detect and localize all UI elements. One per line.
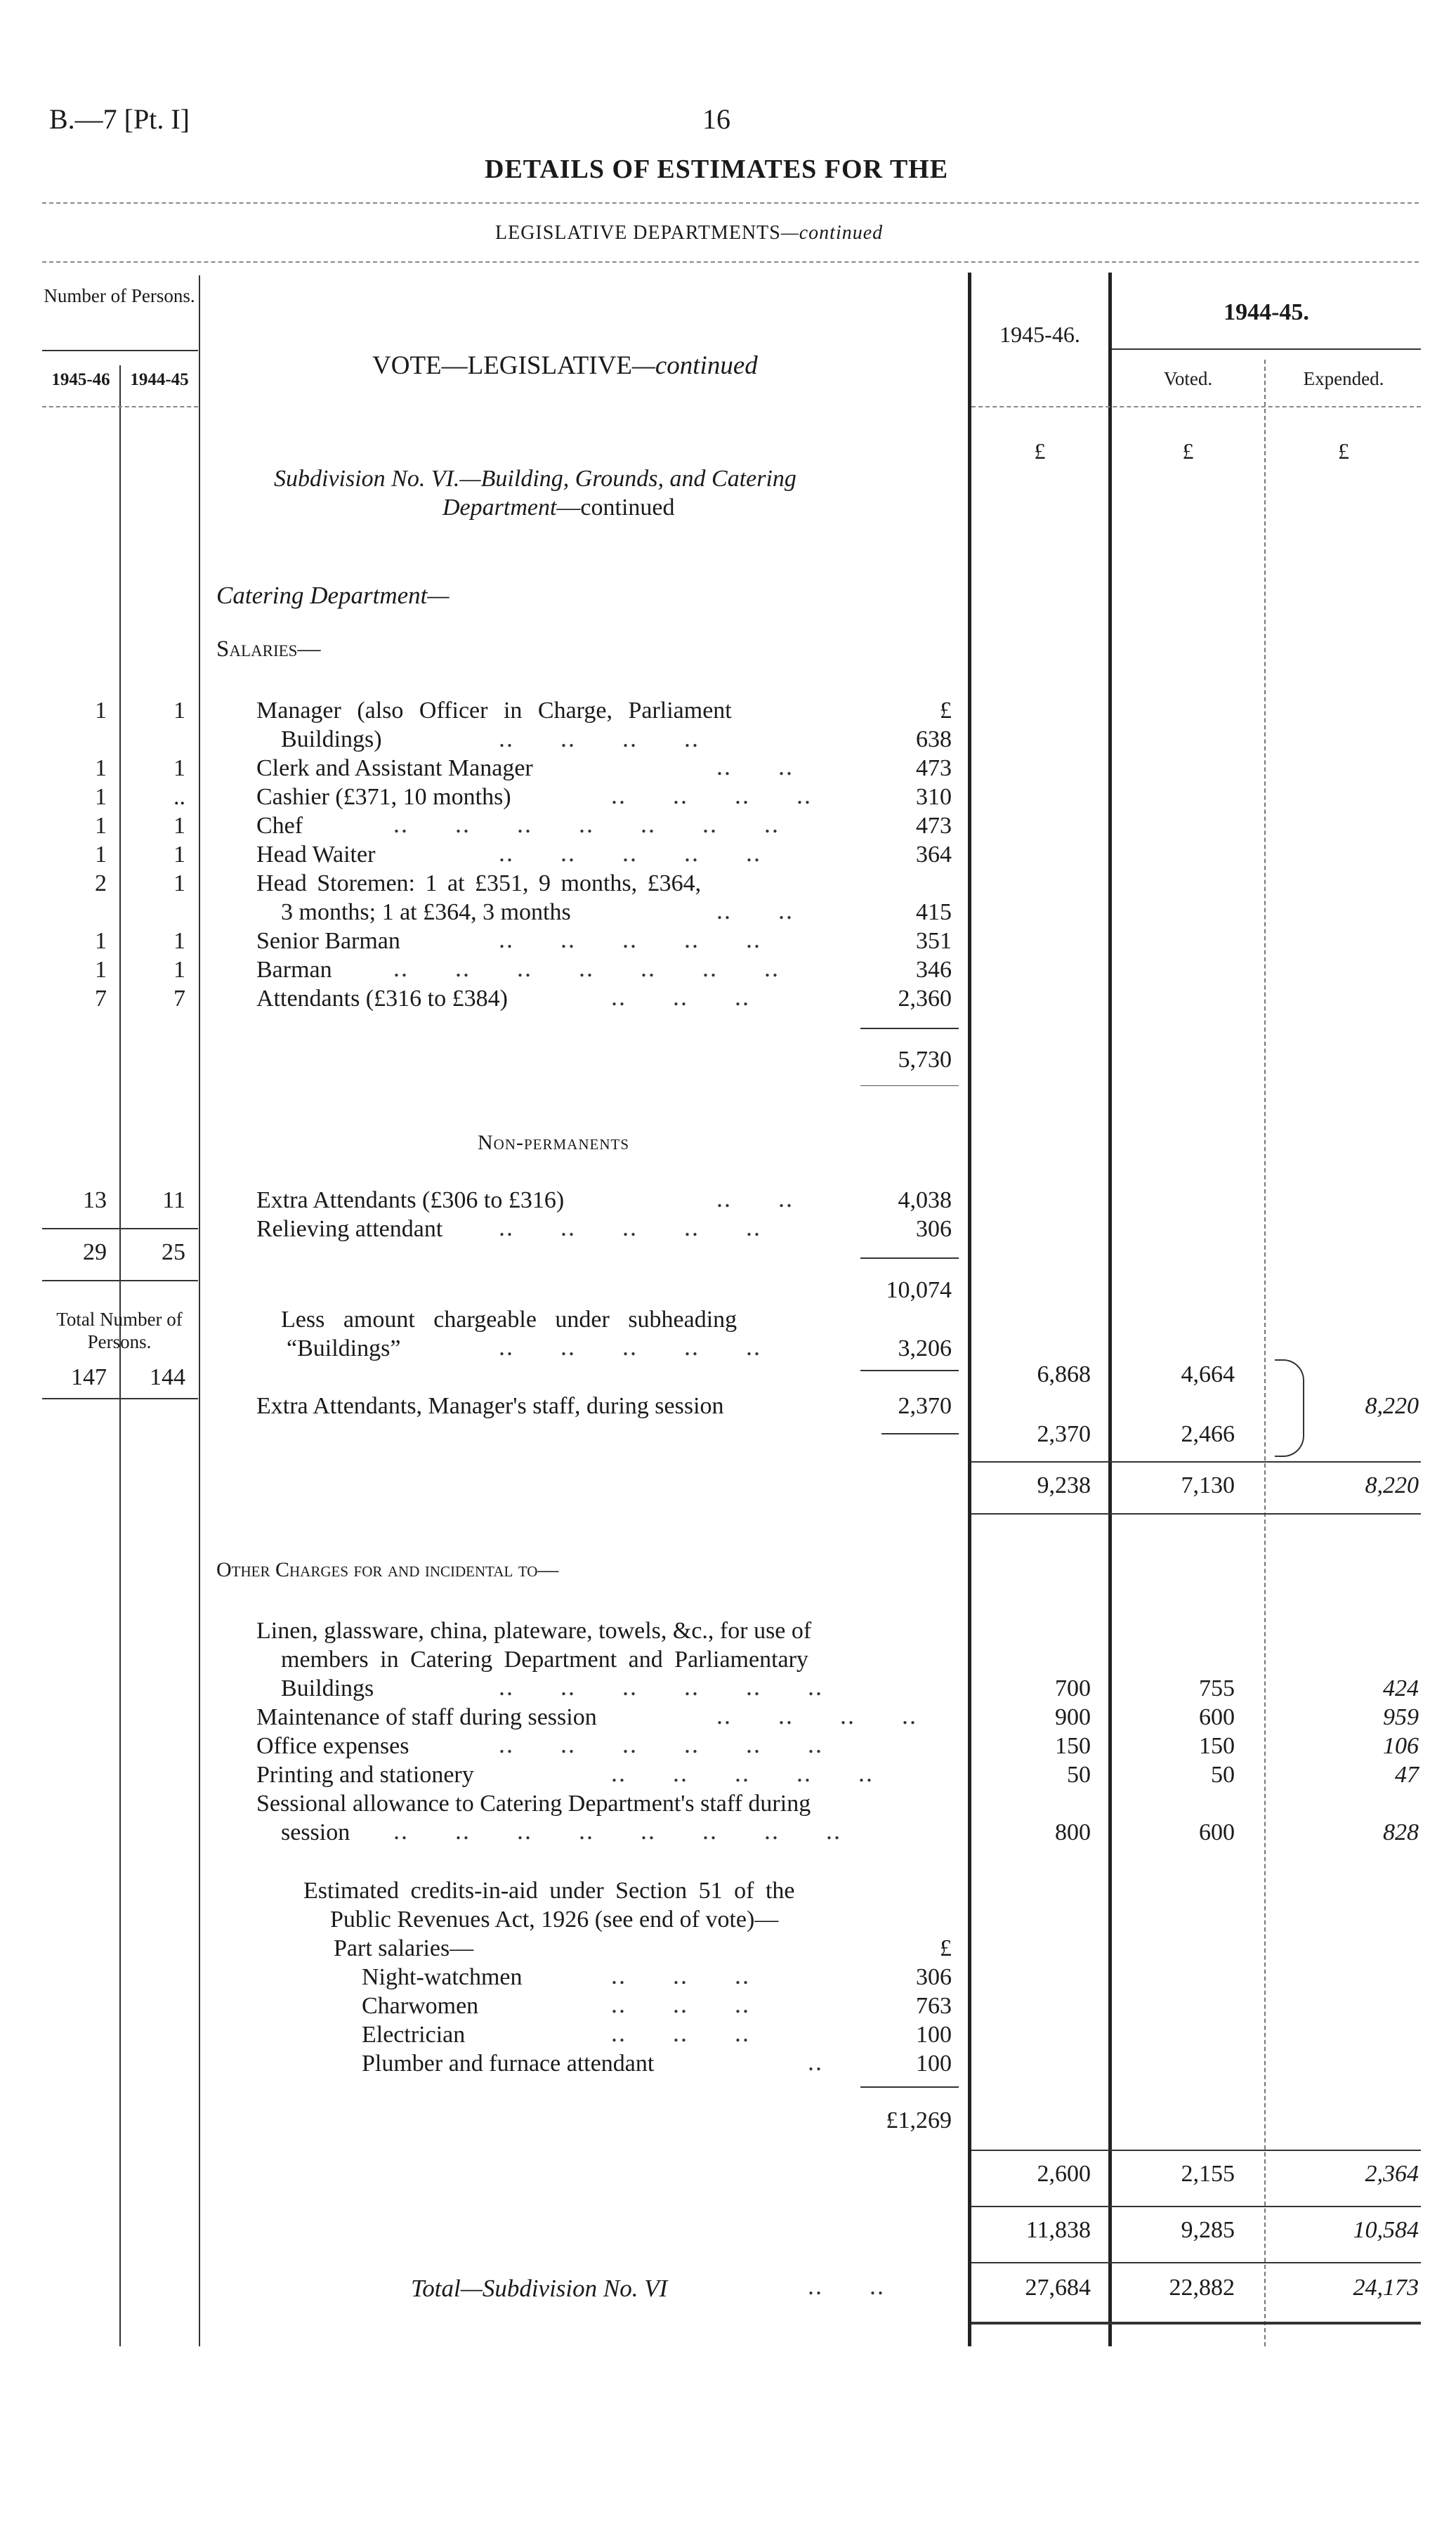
grand-subtotal-voted: 9,285: [1181, 2217, 1235, 2243]
salary-count-1945-46: 2: [95, 870, 107, 896]
leader-dots: .. .. .. .. .. .. ..: [393, 954, 780, 982]
credit-item-amount: 100: [916, 2022, 952, 2048]
extra-attendants-1945-46: 2,370: [1037, 1421, 1091, 1447]
other-charge-expended: 828: [1383, 1819, 1419, 1845]
salary-amount: 364: [916, 842, 952, 868]
persons-subtotal-1944-45: 25: [162, 1239, 185, 1265]
pound-sign-4546: £: [1034, 438, 1046, 464]
salary-description: Cashier (£371, 10 months): [256, 784, 511, 810]
bracket: [1275, 1359, 1304, 1457]
leader-dots: .. ..: [808, 2272, 885, 2300]
salary-count-1944-45: 1: [173, 957, 185, 983]
amount-col-left-border: [968, 273, 971, 2346]
persons-subtotal-1945-46: 29: [83, 1239, 107, 1265]
total-persons-rule: [42, 1398, 198, 1399]
less-amount-rule: [860, 1370, 959, 1371]
salary-count-1945-46: 1: [95, 698, 107, 724]
total-salaries-expended: 8,220: [1365, 1472, 1419, 1498]
other-charge-description: Printing and stationery: [256, 1762, 474, 1788]
leader-dots: .. .. ..: [611, 1961, 750, 1989]
salary-description: Chef: [256, 813, 303, 839]
net-salaries-voted: 4,664: [1181, 1361, 1235, 1387]
salaries-pound-sign: £: [940, 698, 952, 724]
salary-count-1945-46: 1: [95, 755, 107, 781]
credit-item-amount: 100: [916, 2051, 952, 2077]
credits-line1: Estimated credits-in-aid under Section 51 of the: [303, 1878, 795, 1904]
other-charge-1945-46: 900: [1055, 1704, 1091, 1730]
other-charge-1945-46: 50: [1067, 1762, 1091, 1788]
salary-description-cont: 3 months; 1 at £364, 3 months: [281, 899, 571, 925]
other-charge-expended: 47: [1395, 1762, 1419, 1788]
other-charge-voted: 755: [1199, 1675, 1235, 1701]
nonperm-amount: 4,038: [898, 1187, 952, 1213]
leader-dots: .. .. ..: [611, 1990, 750, 2018]
leader-dots: .. .. .. ..: [716, 1701, 917, 1730]
total-salaries-voted: 7,130: [1181, 1472, 1235, 1498]
total-subdivision-label: Total—Subdivision No. VI: [411, 2275, 668, 2302]
persons-right-border: [199, 275, 200, 2346]
year-1944-45-header: 1944-45.: [1224, 299, 1309, 325]
salaries-heading: Salaries—: [216, 636, 321, 662]
persons-subtotal-rule-top: [42, 1228, 198, 1229]
salary-description: Head Storemen: 1 at £351, 9 months, £364,: [256, 870, 702, 896]
leader-dots: .. .. .. .. ..: [499, 1213, 761, 1241]
salary-description: Manager (also Officer in Charge, Parliament: [256, 698, 732, 724]
header-bottom-rule: [971, 406, 1421, 407]
nonperm-total-rule: [860, 1257, 959, 1259]
other-charge-description-cont: Buildings: [281, 1675, 374, 1701]
subdivision-heading-line1: Subdivision No. VI.—Building, Grounds, and Catering: [274, 466, 796, 492]
other-charge-description: Office expenses: [256, 1733, 409, 1759]
persons-header-rule: [42, 350, 198, 351]
total-salaries-1945-46: 9,238: [1037, 1472, 1091, 1498]
persons-header-bottom-rule: [42, 406, 198, 407]
other-total-rule: [971, 2150, 1421, 2151]
salary-count-1945-46: 1: [95, 842, 107, 868]
salary-amount: 2,360: [898, 986, 952, 1012]
other-charge-description: Maintenance of staff during session: [256, 1704, 597, 1730]
salary-count-1944-45: 1: [173, 928, 185, 954]
grand-subtotal-1945-46: 11,838: [1025, 2217, 1091, 2243]
grand-subtotal-expended: 10,584: [1353, 2217, 1419, 2243]
total-persons-1944-45: 144: [150, 1364, 185, 1390]
col-1945-46: 1945-46: [51, 370, 110, 389]
salaries-total-rule: [860, 1028, 959, 1029]
other-total-voted: 2,155: [1181, 2161, 1235, 2187]
leader-dots: .. ..: [716, 896, 794, 924]
final-rule: [971, 2322, 1421, 2325]
less-amount-line1: Less amount chargeable under subheading: [281, 1307, 737, 1333]
salary-count-1944-45: 7: [173, 986, 185, 1012]
salaries-grand-rule-bottom: [971, 1513, 1421, 1515]
vote-heading: VOTE—LEGISLATIVE—continued: [372, 351, 758, 380]
catering-department-heading: Catering Department—: [216, 582, 450, 609]
other-charge-voted: 150: [1199, 1733, 1235, 1759]
salary-count-1945-46: 1: [95, 813, 107, 839]
other-charge-voted: 600: [1199, 1704, 1235, 1730]
credit-item-description: Charwomen: [362, 1993, 479, 2019]
salary-count-1945-46: 1: [95, 928, 107, 954]
leader-dots: ..: [808, 2048, 823, 2076]
salary-count-1944-45: 1: [173, 755, 185, 781]
less-amount: 3,206: [898, 1335, 952, 1361]
credit-item-description: Plumber and furnace attendant: [362, 2051, 655, 2077]
persons-subtotal-rule-bottom: [42, 1280, 198, 1281]
total-subdivision-voted: 22,882: [1169, 2275, 1235, 2301]
credits-line2: Public Revenues Act, 1926 (see end of vote)—: [330, 1907, 779, 1933]
credit-item-description: Night-watchmen: [362, 1964, 523, 1990]
other-charge-expended: 424: [1383, 1675, 1419, 1701]
salary-count-1944-45: 1: [173, 870, 185, 896]
nonperm-description: Relieving attendant: [256, 1216, 443, 1242]
persons-divider: [119, 365, 121, 2346]
salary-amount: 638: [916, 726, 952, 752]
other-charge-voted: 600: [1199, 1819, 1235, 1845]
leader-dots: .. .. .. .. ..: [611, 1759, 874, 1787]
other-charge-description-cont: session: [281, 1819, 350, 1845]
salary-description-cont: Buildings): [281, 726, 382, 752]
pound-sign-voted: £: [1182, 438, 1194, 464]
salary-amount: 473: [916, 813, 952, 839]
page-reference: B.—7 [Pt. I]: [49, 103, 190, 135]
other-charge-description-cont: members in Catering Department and Parliamentary: [281, 1647, 808, 1673]
nonperm-description: Extra Attendants (£306 to £316): [256, 1187, 565, 1213]
other-total-expended: 2,364: [1365, 2161, 1419, 2187]
total-persons-1945-46: 147: [71, 1364, 107, 1390]
salary-description: Barman: [256, 957, 332, 983]
leader-dots: .. .. .. .. .. ..: [499, 1673, 823, 1701]
salary-amount: 473: [916, 755, 952, 781]
leader-dots: .. .. .. ..: [499, 724, 700, 752]
credit-item-amount: 306: [916, 1964, 952, 1990]
voted-header: Voted.: [1163, 368, 1213, 389]
leader-dots: .. .. ..: [611, 2019, 750, 2047]
credits-part-salaries: Part salaries—: [334, 1935, 474, 1961]
total-number-label: Total Number of Persons.: [56, 1309, 183, 1353]
credit-item-description: Electrician: [362, 2022, 466, 2048]
salaries-grand-rule: [971, 1461, 1421, 1463]
extra-attendants-voted: 2,466: [1181, 1421, 1235, 1447]
title-rule: [42, 202, 1419, 204]
col-1944-45: 1944-45: [130, 370, 189, 389]
leader-dots: .. .. ..: [611, 983, 750, 1011]
other-charge-1945-46: 800: [1055, 1819, 1091, 1845]
page-number: 16: [702, 103, 730, 135]
other-charge-expended: 959: [1383, 1704, 1419, 1730]
total-subdivision-rule: [971, 2262, 1421, 2263]
grand-subtotal-rule: [971, 2206, 1421, 2207]
leader-dots: .. .. .. .. ..: [499, 839, 761, 867]
salary-description: Head Waiter: [256, 842, 376, 868]
salaries-subtotal-rule: [860, 1085, 959, 1086]
credits-total: £1,269: [886, 2107, 952, 2133]
bracket-expended-total: 8,220: [1365, 1393, 1419, 1419]
nonperm-count-1944-45: 11: [162, 1187, 185, 1213]
subdivision-heading-line2: Department—continued: [442, 495, 675, 521]
other-total-1945-46: 2,600: [1037, 2161, 1091, 2187]
nonperm-count-1945-46: 13: [83, 1187, 107, 1213]
leader-dots: .. ..: [716, 1184, 794, 1212]
salary-description: Senior Barman: [256, 928, 400, 954]
year-header-rule: [1112, 348, 1421, 350]
leader-dots: .. .. .. .. ..: [499, 925, 761, 953]
subtotal-10074: 10,074: [886, 1277, 952, 1303]
salary-count-1944-45: 1: [173, 698, 185, 724]
salary-amount: 415: [916, 899, 952, 925]
salary-description: Clerk and Assistant Manager: [256, 755, 533, 781]
salary-count-1944-45: 1: [173, 842, 185, 868]
credit-item-amount: 763: [916, 1993, 952, 2019]
salary-amount: 346: [916, 957, 952, 983]
page-title: DETAILS OF ESTIMATES FOR THE: [485, 155, 949, 184]
non-permanents-heading: Non-permanents: [478, 1131, 630, 1154]
salary-count-1944-45: ..: [173, 784, 185, 810]
other-charges-heading: Other Charges for and incidental to—: [216, 1558, 559, 1581]
extra-attendants-description: Extra Attendants, Manager's staff, during session: [256, 1393, 724, 1419]
credits-total-rule: [860, 2086, 959, 2088]
leader-dots: .. .. .. .. .. ..: [499, 1730, 823, 1758]
other-charge-description: Sessional allowance to Catering Department's staff during: [256, 1791, 811, 1817]
less-amount-line2: “Buildings”: [287, 1335, 401, 1361]
other-charge-expended: 106: [1383, 1733, 1419, 1759]
leader-dots: .. ..: [716, 752, 794, 780]
salary-count-1945-46: 1: [95, 957, 107, 983]
salary-amount: 310: [916, 784, 952, 810]
total-subdivision-expended: 24,173: [1353, 2275, 1419, 2301]
other-charge-description: Linen, glassware, china, plateware, towels, &c., for use of: [256, 1618, 812, 1644]
credits-pound-sign: £: [940, 1935, 952, 1961]
leader-dots: .. .. .. .. .. .. .. ..: [393, 1817, 841, 1845]
extra-attendants-rule: [881, 1433, 959, 1434]
page-subtitle: LEGISLATIVE DEPARTMENTS—continued: [495, 222, 884, 244]
number-of-persons-header: Number of Persons.: [44, 285, 195, 306]
amount-col-divider-1: [1108, 273, 1112, 2346]
salary-description: Attendants (£316 to £384): [256, 986, 508, 1012]
salary-count-1945-46: 7: [95, 986, 107, 1012]
other-charge-1945-46: 700: [1055, 1675, 1091, 1701]
salary-count-1945-46: 1: [95, 784, 107, 810]
total-subdivision-1945-46: 27,684: [1025, 2275, 1091, 2301]
extra-attendants-amount: 2,370: [898, 1393, 952, 1419]
pound-sign-expended: £: [1338, 438, 1349, 464]
subtitle-rule: [42, 261, 1419, 263]
other-charge-1945-46: 150: [1055, 1733, 1091, 1759]
salaries-subtotal: 5,730: [898, 1047, 952, 1073]
amount-col-divider-2: [1264, 360, 1266, 2346]
leader-dots: .. .. .. .. ..: [499, 1333, 761, 1361]
salary-amount: 351: [916, 928, 952, 954]
leader-dots: .. .. .. ..: [611, 781, 812, 809]
nonperm-amount: 306: [916, 1216, 952, 1242]
salary-count-1944-45: 1: [173, 813, 185, 839]
year-1945-46-header: 1945-46.: [999, 322, 1080, 347]
net-salaries-1945-46: 6,868: [1037, 1361, 1091, 1387]
leader-dots: .. .. .. .. .. .. ..: [393, 810, 780, 838]
other-charge-voted: 50: [1211, 1762, 1235, 1788]
expended-header: Expended.: [1303, 368, 1384, 389]
